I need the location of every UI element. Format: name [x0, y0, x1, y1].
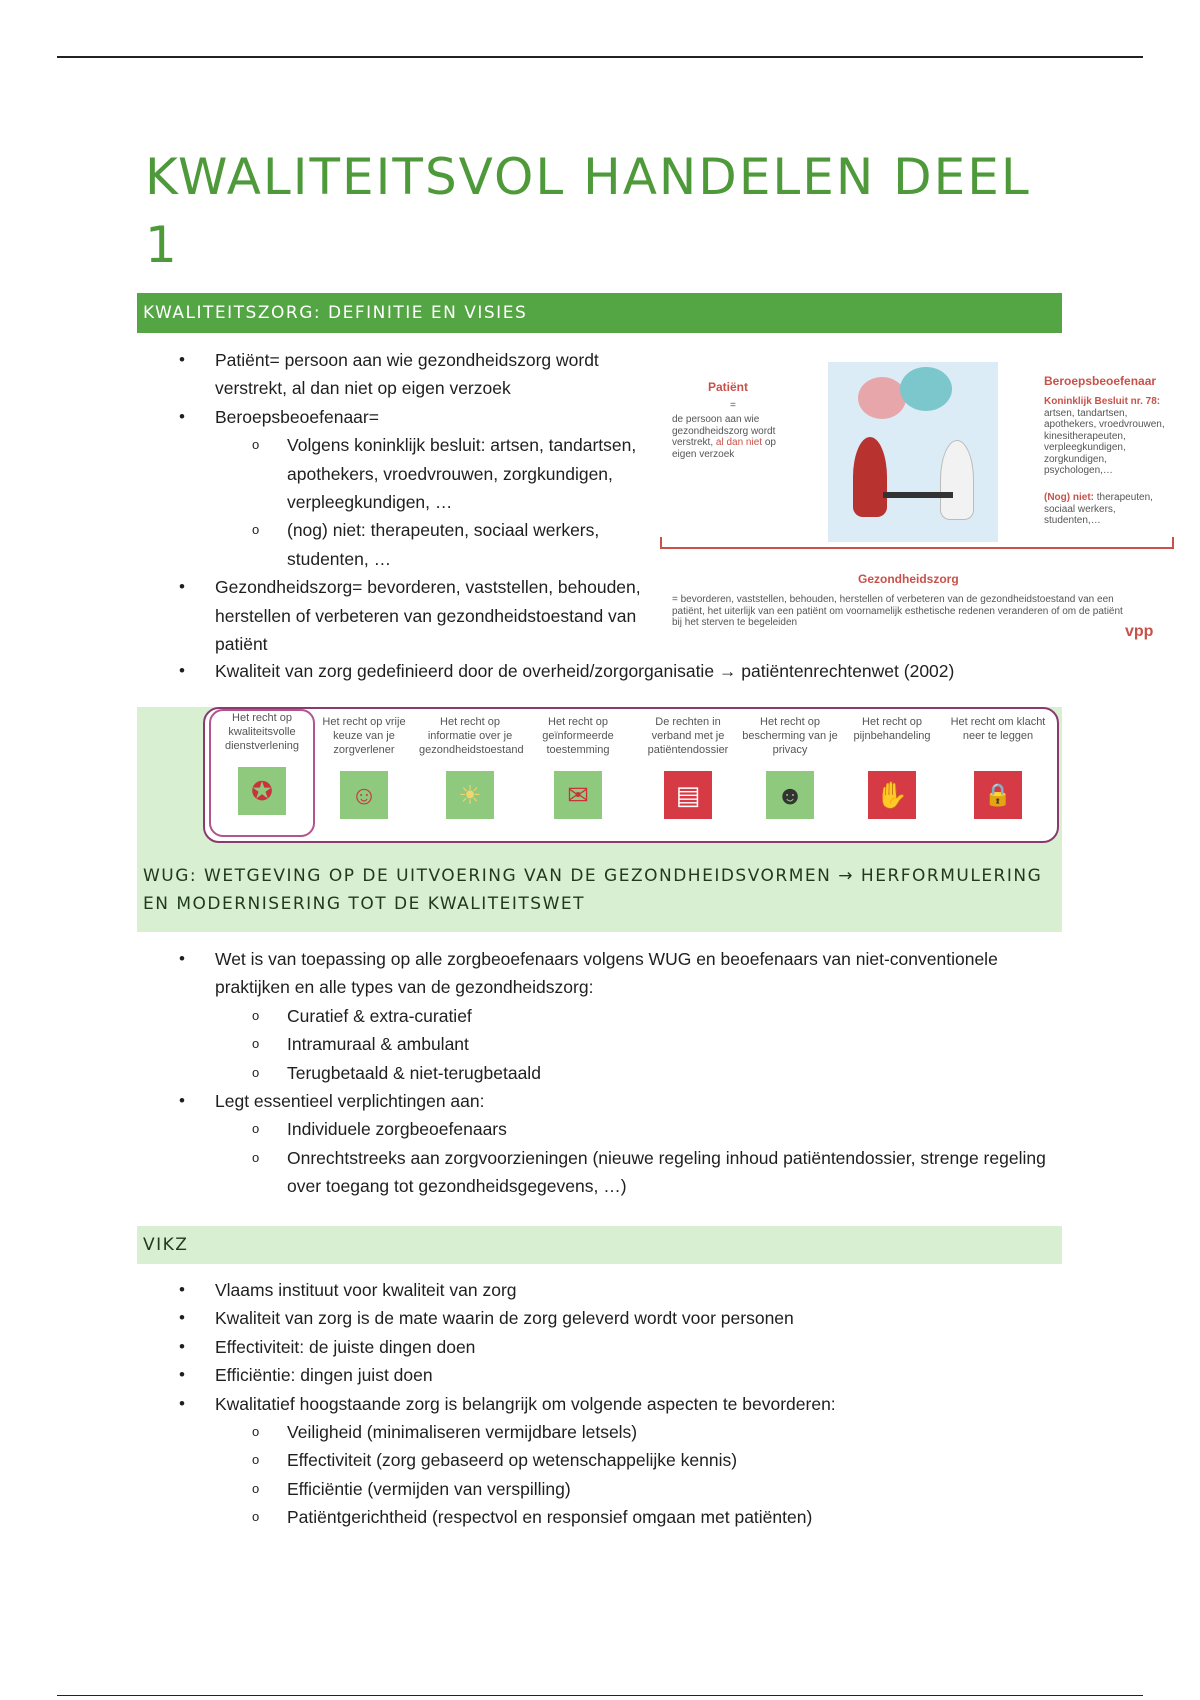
right-item — [947, 715, 1049, 819]
consultation-illustration — [828, 362, 998, 542]
right-item — [419, 715, 524, 819]
document-title: KWALITEITSVOL HANDELEN DEEL 1 — [145, 148, 1031, 274]
figure-patient-label: Patiënt — [708, 380, 749, 394]
right-label: Het recht op kwaliteitsvolle dienstverlening — [225, 712, 299, 752]
lightbulb-icon: ☀ — [446, 771, 494, 819]
list-item: o Individuele zorgbeoefenaars — [137, 1115, 1062, 1143]
list-item: • Kwaliteit van zorg gedefinieerd door de overheid/zorgorganisatie → patiëntenrechtenwet (2002) — [137, 657, 1062, 685]
list-item: o Terugbetaald & niet-terugbetaald — [137, 1059, 1062, 1087]
section-heading-vikz: VIKZ — [137, 1226, 1062, 1264]
figure-patient-eq: = — [730, 400, 736, 411]
person-icon: ☻ — [766, 771, 814, 819]
right-label: Het recht op bescherming van je privacy — [742, 716, 838, 756]
speech-bubble-icon — [900, 367, 952, 411]
list-item: o Patiëntgerichtheid (respectvol en responsief omgaan met patiënten) — [137, 1503, 1062, 1531]
right-label: Het recht op informatie over je gezondheidstoestand — [419, 716, 524, 756]
figure-bracket — [660, 537, 1174, 549]
professional-figure-icon — [940, 440, 974, 520]
lock-icon: 🔒 — [974, 771, 1022, 819]
list-item: • Beroepsbeoefenaar= — [137, 403, 657, 431]
list-item: • Patiënt= persoon aan wie gezondheidszorg wordt verstrekt, al dan niet op eigen verzoek — [137, 346, 657, 403]
bottom-rule — [57, 1695, 1143, 1696]
right-item — [313, 715, 415, 819]
envelope-icon: ✉ — [554, 771, 602, 819]
list-item: • Vlaams instituut voor kwaliteit van zorg — [137, 1276, 1062, 1304]
patient-rights-row — [203, 707, 1059, 843]
right-item — [739, 715, 841, 819]
right-item — [841, 715, 943, 819]
bullet-list-definitions — [137, 346, 657, 658]
vpp-logo: vpp — [1125, 623, 1154, 640]
right-label: Het recht op geïnformeerde toestemming — [542, 716, 614, 756]
list-item: • Wet is van toepassing op alle zorgbeoefenaars volgens WUG en beoefenaars van niet-conventionele praktijken en alle types van de gezondheidszorg: — [137, 945, 1062, 1002]
thumbs-down-icon: ✋ — [868, 771, 916, 819]
list-item: o Curatief & extra-curatief — [137, 1002, 1062, 1030]
patient-professional-figure — [658, 352, 1178, 652]
list-item: o (nog) niet: therapeuten, sociaal werkers, studenten, … — [137, 516, 657, 573]
right-label: Het recht op vrije keuze van je zorgverlener — [322, 716, 406, 756]
right-item — [527, 715, 629, 819]
doctor-icon: ☺ — [340, 771, 388, 819]
figure-gezondheidszorg-label: Gezondheidszorg — [858, 572, 959, 586]
folder-icon: ▤ — [664, 771, 712, 819]
bullet-list-wug — [137, 945, 1062, 1201]
figure-kb-text: Koninklijk Besluit nr. 78: artsen, tandartsen, apothekers, vroedvrouwen, kinesitherapeuten, verpleegkundigen, zorgkundigen, psychologen,… — [1044, 396, 1165, 476]
list-item: • Kwalitatief hoogstaande zorg is belangrijk om volgende aspecten te bevorderen: — [137, 1390, 1062, 1418]
section-heading-wug: WUG: WETGEVING OP DE UITVOERING VAN DE GEZONDHEIDSVORMEN → HERFORMULERING EN MODERNISERING TOT DE KWALITEITSWET — [137, 852, 1062, 932]
right-label: De rechten in verband met je patiëntendossier — [647, 716, 729, 756]
list-item: • Efficiëntie: dingen juist doen — [137, 1361, 1062, 1389]
list-item: o Onrechtstreeks aan zorgvoorzieningen (nieuwe regeling inhoud patiëntendossier, strenge regeling over toegang tot gezondheidsgegevens, …) — [137, 1144, 1062, 1201]
figure-patient-definition: de persoon aan wie gezondheidszorg wordt verstrekt, al dan niet op eigen verzoek — [672, 414, 776, 460]
list-item: o Effectiviteit (zorg gebaseerd op wetenschappelijke kennis) — [137, 1446, 1062, 1474]
right-item — [209, 709, 315, 837]
bullet-list-kwaliteit — [137, 657, 1062, 685]
list-item: o Intramuraal & ambulant — [137, 1030, 1062, 1058]
top-rule — [57, 56, 1143, 58]
patient-figure-icon — [853, 437, 887, 517]
list-item: o Volgens koninklijk besluit: artsen, tandartsen, apothekers, vroedvrouwen, zorgkundigen, verpleegkundigen, … — [137, 431, 657, 516]
figure-beroeps-label: Beroepsbeoefenaar — [1044, 374, 1157, 388]
list-item: • Kwaliteit van zorg is de mate waarin de zorg geleverd wordt voor personen — [137, 1304, 1062, 1332]
list-item: • Gezondheidszorg= bevorderen, vaststellen, behouden, herstellen of verbeteren van gezondheidstoestand van patiënt — [137, 573, 657, 658]
list-item: o Efficiëntie (vermijden van verspilling) — [137, 1475, 1062, 1503]
figure-gezondheidszorg-text: = bevorderen, vaststellen, behouden, herstellen of verbeteren van de gezondheidstoestand van een patiënt, het uiterlijk van een patiënt om voornamelijk esthetische redenen veranderen of om de patiënt bij het sterven te begeleiden — [672, 594, 1123, 628]
list-item: • Legt essentieel verplichtingen aan: — [137, 1087, 1062, 1115]
right-item — [637, 715, 739, 819]
right-label: Het recht om klacht neer te leggen — [950, 716, 1046, 742]
patient-rights-band — [137, 707, 1062, 852]
right-label: Het recht op pijnbehandeling — [853, 716, 931, 742]
bullet-list-vikz — [137, 1276, 1062, 1532]
speech-bubble-icon — [858, 377, 906, 419]
list-item: • Effectiviteit: de juiste dingen doen — [137, 1333, 1062, 1361]
figure-nog-text: (Nog) niet: therapeuten, sociaal werkers, studenten,… — [1044, 492, 1153, 526]
table-icon — [883, 492, 953, 498]
section-heading-kwaliteitszorg: KWALITEITSZORG: DEFINITIE EN VISIES — [137, 293, 1062, 333]
list-item: o Veiligheid (minimaliseren vermijdbare letsels) — [137, 1418, 1062, 1446]
award-icon: ✪ — [238, 767, 286, 815]
